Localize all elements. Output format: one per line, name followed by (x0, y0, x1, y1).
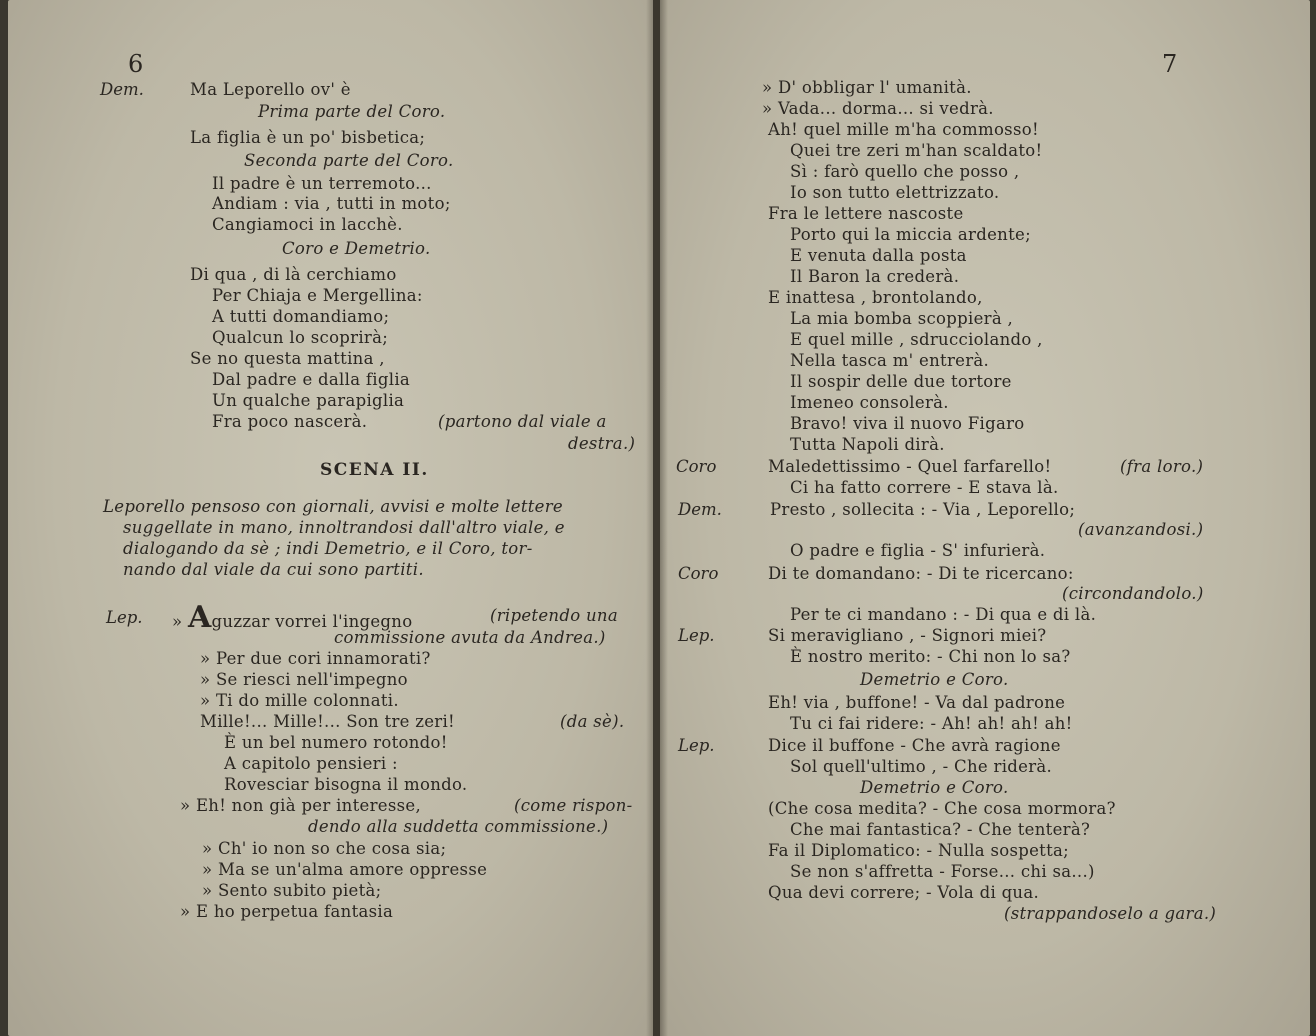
chorus-heading: Coro e Demetrio. (282, 239, 431, 258)
stage-direction: (fra loro.) (1120, 457, 1204, 476)
speaker-label: Dem. (100, 80, 144, 99)
verse-line: È un bel numero rotondo! (224, 733, 448, 752)
verse-line: Un qualche parapiglia (212, 391, 405, 410)
verse-line: Porto qui la miccia ardente; (790, 225, 1031, 244)
stage-direction: nando dal viale da cui sono partiti. (123, 560, 424, 579)
verse-line: Qualcun lo scoprirà; (212, 328, 389, 347)
stage-direction: (da sè). (560, 712, 625, 731)
verse-line: Sol quell'ultimo , - Che riderà. (790, 757, 1053, 776)
verse-line: » Ch' io non so che cosa sia; (202, 839, 447, 858)
verse-line: » E ho perpetua fantasia (180, 902, 394, 921)
chorus-heading: Prima parte del Coro. (258, 102, 446, 121)
verse-line: » Ma se un'alma amore oppresse (202, 860, 488, 879)
verse-line: È nostro merito: - Chi non lo sa? (790, 647, 1071, 666)
speaker-label: Lep. (678, 736, 715, 755)
verse-line: » Sento subito pietà; (202, 881, 382, 900)
verse-line: E inattesa , brontolando, (768, 288, 983, 307)
speaker-label: Coro (676, 457, 717, 476)
verse-line: Per Chiaja e Mergellina: (212, 286, 423, 305)
speaker-label: Coro (678, 564, 719, 583)
stage-direction: dendo alla suddetta commissione.) (308, 817, 609, 836)
left-page (8, 0, 653, 1036)
verse-line: » Ti do mille colonnati. (200, 691, 399, 710)
book-gutter (646, 0, 668, 1036)
stage-direction: suggellate in mano, innoltrandosi dall'altro viale, e (123, 518, 565, 537)
verse-line: Che mai fantastica? - Che tenterà? (790, 820, 1091, 839)
verse-line: Si meravigliano , - Signori miei? (768, 626, 1047, 645)
verse-line: Dice il buffone - Che avrà ragione (768, 736, 1061, 755)
verse-line: Io son tutto elettrizzato. (790, 183, 1000, 202)
chorus-heading: Demetrio e Coro. (860, 778, 1009, 797)
verse-line: Dal padre e dalla figlia (212, 370, 411, 389)
verse-line: » D' obbligar l' umanità. (762, 78, 972, 97)
verse-line: Tu ci fai ridere: - Ah! ah! ah! ah! (790, 714, 1073, 733)
verse-line: Tutta Napoli dirà. (790, 435, 945, 454)
verse-line: La mia bomba scoppierà , (790, 309, 1014, 328)
stage-direction: (circondandolo.) (1062, 584, 1204, 603)
verse-line: Il padre è un terremoto... (212, 174, 432, 193)
verse-line: Sì : farò quello che posso , (790, 162, 1020, 181)
quote-mark: » (172, 612, 183, 631)
speaker-label: Lep. (106, 608, 143, 627)
verse-line: Bravo! viva il nuovo Figaro (790, 414, 1025, 433)
verse-line: Per te ci mandano : - Di qua e di là. (790, 605, 1097, 624)
verse-line: E quel mille , sdrucciolando , (790, 330, 1043, 349)
stage-direction: Leporello pensoso con giornali, avvisi e molte lettere (103, 497, 563, 516)
verse-line: Presto , sollecita : - Via , Leporello; (770, 500, 1076, 519)
verse-line: Eh! via , buffone! - Va dal padrone (768, 693, 1066, 712)
verse-line: (Che cosa medita? - Che cosa mormora? (768, 799, 1116, 818)
verse-line: Andiam : via , tutti in moto; (212, 194, 451, 213)
verse-line: Cangiamoci in lacchè. (212, 215, 403, 234)
verse-line: Se no questa mattina , (190, 349, 385, 368)
drop-capital: A (187, 600, 212, 635)
verse-line: Ma Leporello ov' è (190, 80, 351, 99)
verse-line: » Se riesci nell'impegno (200, 670, 408, 689)
verse-line: Il sospir delle due tortore (790, 372, 1012, 391)
verse-line: Mille!... Mille!... Son tre zeri! (200, 712, 455, 731)
verse-line: » Vada... dorma... si vedrà. (762, 99, 994, 118)
verse-line: Rovesciar bisogna il mondo. (224, 775, 468, 794)
stage-direction: commissione avuta da Andrea.) (334, 628, 606, 647)
stage-direction: (avanzandosi.) (1078, 520, 1204, 539)
right-page (660, 0, 1310, 1036)
verse-line: Di te domandano: - Di te ricercano: (768, 564, 1074, 583)
chorus-heading: Demetrio e Coro. (860, 670, 1009, 689)
scene-heading: SCENA II. (320, 460, 429, 480)
speaker-label: Lep. (678, 626, 715, 645)
verse-line: Il Baron la crederà. (790, 267, 960, 286)
page-number: 6 (128, 50, 144, 78)
verse-line: A tutti domandiamo; (212, 307, 390, 326)
verse-line: Se non s'affretta - Forse... chi sa...) (790, 862, 1095, 881)
verse-line: Ah! quel mille m'ha commosso! (768, 120, 1039, 139)
verse-line: Maledettissimo - Quel farfarello! (768, 457, 1052, 476)
stage-direction: (ripetendo una (490, 606, 618, 625)
stage-direction: (strappandoselo a gara.) (1004, 904, 1217, 923)
verse-line: Imeneo consolerà. (790, 393, 949, 412)
stage-direction: (come rispon- (514, 796, 633, 815)
verse-line: La figlia è un po' bisbetica; (190, 128, 426, 147)
verse-line: Fra le lettere nascoste (768, 204, 964, 223)
verse-line: Nella tasca m' entrerà. (790, 351, 990, 370)
verse-line: O padre e figlia - S' infurierà. (790, 541, 1046, 560)
stage-direction: (partono dal viale a (438, 412, 607, 431)
speaker-label: Dem. (678, 500, 722, 519)
verse-text: guzzar vorrei l'ingegno (211, 612, 413, 631)
chorus-heading: Seconda parte del Coro. (244, 151, 454, 170)
verse-line: E venuta dalla posta (790, 246, 967, 265)
verse-line: » Per due cori innamorati? (200, 649, 431, 668)
verse-line: Qua devi correre; - Vola di qua. (768, 883, 1040, 902)
verse-line: » Eh! non già per interesse, (180, 796, 421, 815)
verse-line: A capitolo pensieri : (224, 754, 398, 773)
stage-direction: dialogando da sè ; indi Demetrio, e il Coro, tor- (123, 539, 533, 558)
verse-line: Quei tre zeri m'han scaldato! (790, 141, 1043, 160)
verse-line: Di qua , di là cerchiamo (190, 265, 397, 284)
verse-line: Ci ha fatto correre - E stava là. (790, 478, 1059, 497)
verse-line: Fa il Diplomatico: - Nulla sospetta; (768, 841, 1070, 860)
stage-direction: destra.) (568, 434, 636, 453)
verse-line: Fra poco nascerà. (212, 412, 368, 431)
page-number: 7 (1162, 50, 1178, 78)
